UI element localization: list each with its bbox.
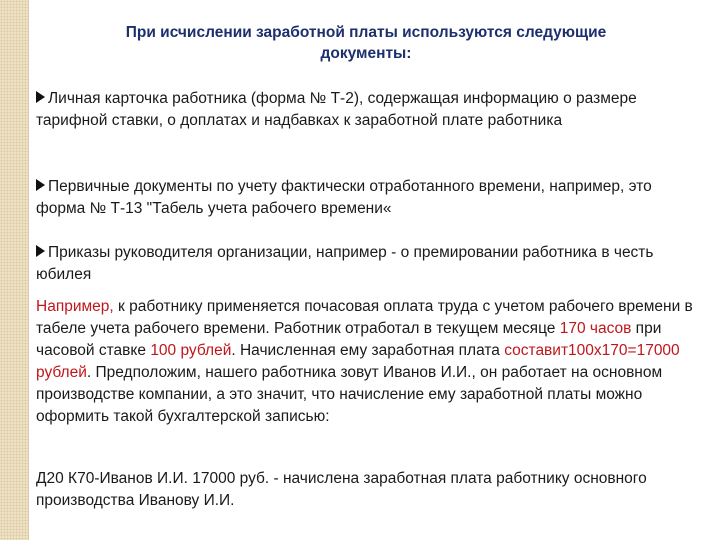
bullet-item-orders: [36, 242, 696, 286]
slide-title: [36, 22, 696, 64]
title-line-2: документы:: [320, 45, 412, 62]
bullet-text: Приказы руководителя организации, например - о премировании работника в честь юбилея: [36, 244, 654, 283]
calculation-value: составит100х170=17000 рублей: [36, 342, 680, 381]
bullet-text: Первичные документы по учету фактически отработанного времени, например, это форма № Т-13 "Табель учета рабочего времени«: [36, 178, 652, 217]
example-text: . Начисленная ему заработная плата: [231, 342, 505, 359]
arrow-right-icon: [36, 179, 45, 191]
example-paragraph: [36, 296, 696, 428]
example-text: к работнику применяется почасовая оплата труда с учетом рабочего времени в табеле учета рабочего времени. Работник отработал в текущем месяце: [36, 298, 693, 337]
example-text: при часовой ставке: [36, 320, 662, 359]
arrow-right-icon: [36, 91, 45, 103]
side-divider: [28, 0, 29, 540]
rate-value: 100 рублей: [150, 342, 232, 359]
bullet-item-time-records: [36, 176, 696, 220]
example-lead: Например,: [36, 298, 114, 315]
bullet-text: Личная карточка работника (форма № Т-2), содержащая информацию о размере тарифной ставки, о доплатах и надбавках к заработной плате работника: [36, 90, 637, 129]
accounting-entry: Д20 К70-Иванов И.И. 17000 руб. - начислена заработная плата работнику основного производства Иванову И.И.: [36, 470, 647, 509]
title-line-1: При исчислении заработной платы используются следующие: [125, 24, 607, 41]
arrow-right-icon: [36, 245, 45, 257]
decorative-side-strip: [0, 0, 28, 540]
hours-value: 170 часов: [559, 320, 632, 337]
bullet-item-personal-card: [36, 88, 696, 132]
example-text: . Предположим, нашего работника зовут Иванов И.И., он работает на основном производстве компании, а это значит, что начисление ему заработной платы можно оформить такой бухгалтерской записью:: [36, 364, 663, 425]
